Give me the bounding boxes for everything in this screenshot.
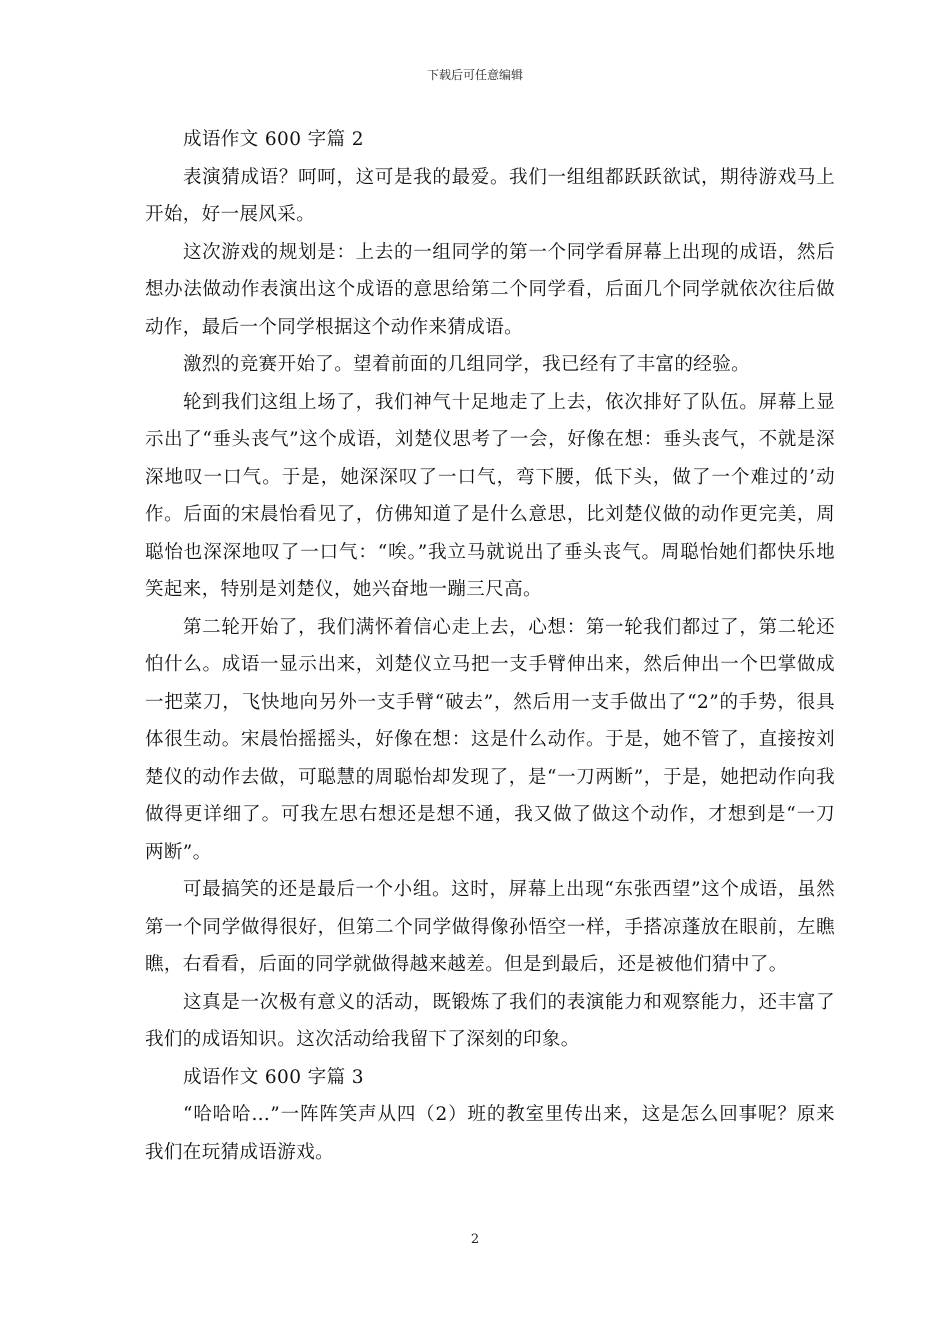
section-heading: 成语作文 600 字篇 2	[183, 129, 364, 150]
paragraph: 这次游戏的规划是：上去的一组同学的第一个同学看屏幕上出现的成语，然后想办法做动作表演出这个成语的意思给第二个同学看，后面几个同学就依次往后做动作，最后一个同学根据这个动作来猜成语。	[145, 241, 835, 338]
paragraph: 第二轮开始了，我们满怀着信心走上去，心想：第一轮我们都过了，第二轮还怕什么。成语一显示出来，刘楚仪立马把一支手臂伸出来，然后伸出一个巴掌做成一把菜刀，飞快地向另外一支手臂“破去”，然后用一支手做出了“2”的手势，很具体很生动。宋晨怡摇摇头，好像在想：这是什么动作。于是，她不管了，直接按刘楚仪的动作去做，可聪慧的周聪怡却发现了，是“一刀两断”，于是，她把动作向我做得更详细了。可我左思右想还是想不通，我又做了做这个动作，才想到是“一刀两断”。	[145, 616, 835, 863]
paragraph: “哈哈哈…”一阵阵笑声从四（2）班的教室里传出来，这是怎么回事呢？原来我们在玩猜成语游戏。	[145, 1104, 835, 1163]
paragraph: 可最搞笑的还是最后一个小组。这时，屏幕上出现“东张西望”这个成语，虽然第一个同学做得很好，但第二个同学做得像孙悟空一样，手搭凉蓬放在眼前，左瞧瞧，右看看，后面的同学就做得越来越差。但是到最后，还是被他们猜中了。	[145, 879, 835, 975]
section-heading: 成语作文 600 字篇 3	[183, 1066, 364, 1088]
page-number: 2	[470, 1232, 480, 1247]
paragraph: 轮到我们这组上场了，我们神气十足地走了上去，依次排好了队伍。屏幕上显示出了“垂头丧气”这个成语，刘楚仪思考了一会，好像在想：垂头丧气，不就是深深地叹一口气。于是，她深深叹了一口气，弯下腰，低下头，做了一个难过的’动作。后面的宋晨怡看见了，仿佛知道了是什么意思，比刘楚仪做的动作更完美，周聪怡也深深地叹了一口气：“唉。”我立马就说出了垂头丧气。周聪怡她们都快乐地笑起来，特别是刘楚仪，她兴奋地一蹦三尺高。	[145, 391, 835, 600]
paragraph: 表演猜成语？呵呵，这可是我的最爱。我们一组组都跃跃欲试，期待游戏马上开始，好一展风采。	[145, 166, 835, 225]
paragraph: 这真是一次极有意义的活动，既锻炼了我们的表演能力和观察能力，还丰富了我们的成语知识。这次活动给我留下了深刻的印象。	[145, 991, 835, 1050]
page-header: 下载后可任意编辑	[426, 68, 523, 82]
document-body	[145, 121, 835, 1171]
paragraph: 激烈的竞赛开始了。望着前面的几组同学，我已经有了丰富的经验。	[183, 354, 751, 375]
